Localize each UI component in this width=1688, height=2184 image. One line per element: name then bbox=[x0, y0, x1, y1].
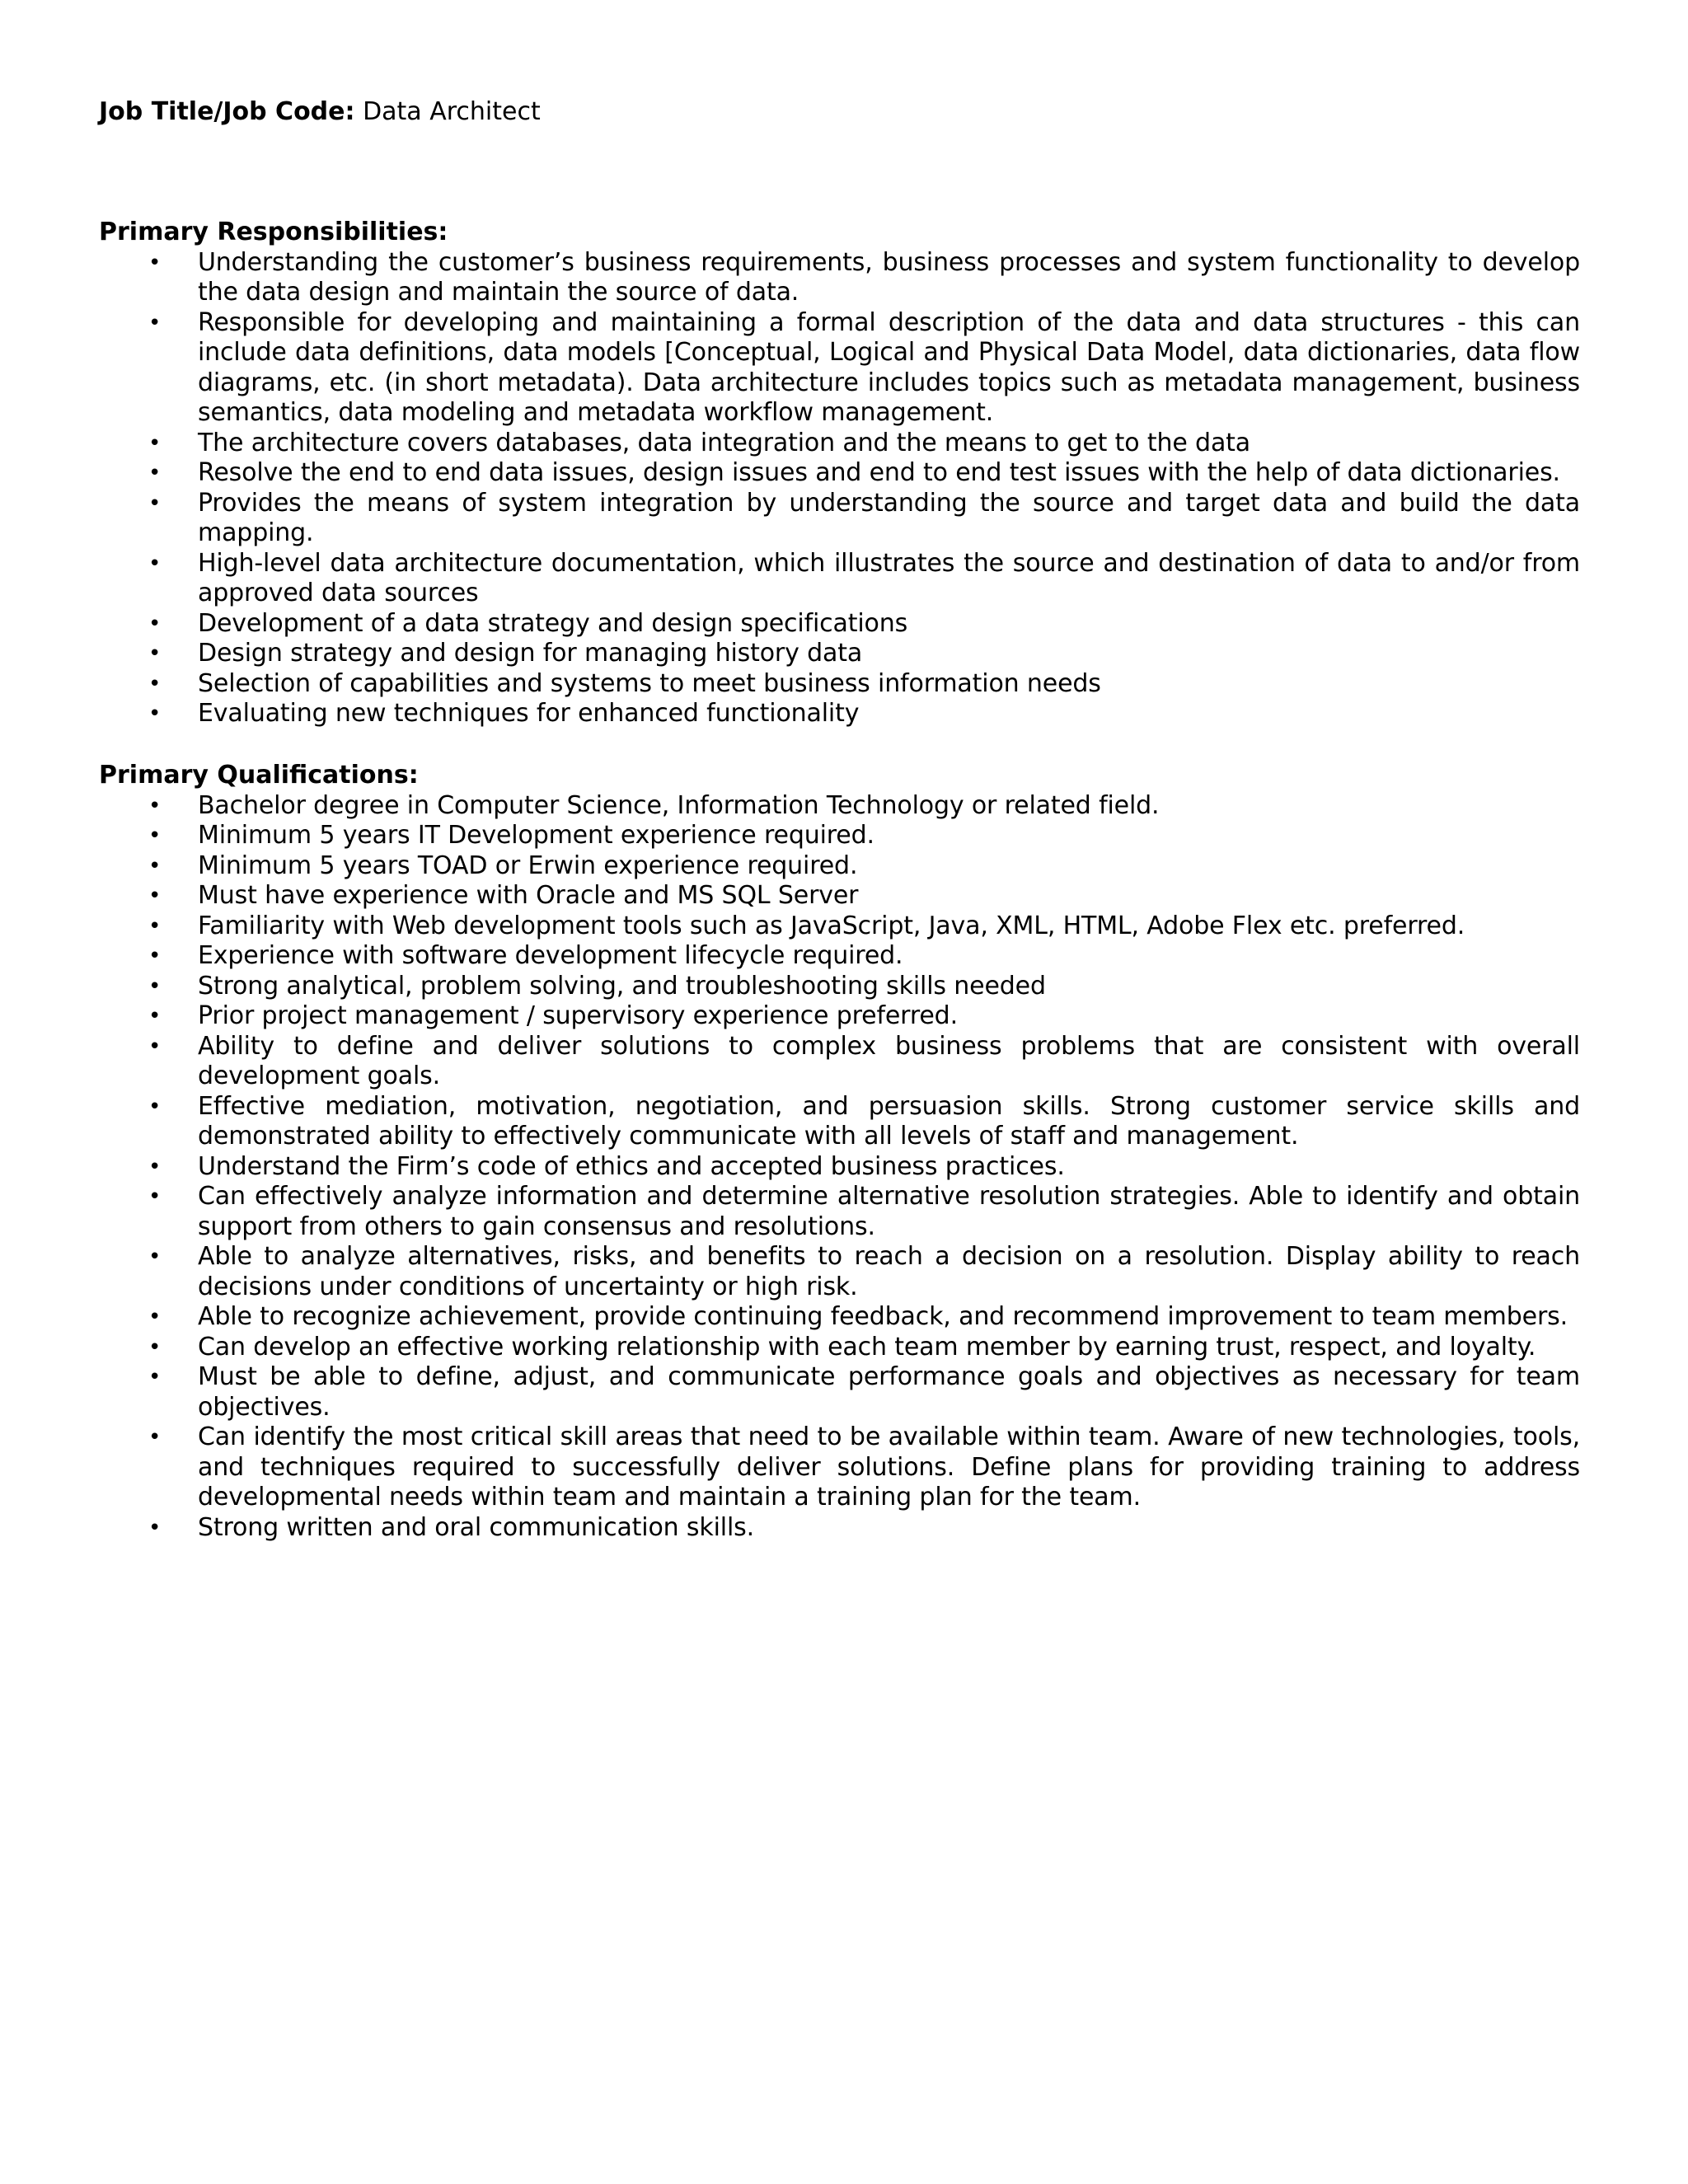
list-item bbox=[99, 1333, 1580, 1363]
bullet-icon: • bbox=[148, 1244, 162, 1269]
bullet-icon: • bbox=[148, 1094, 162, 1119]
list-item-text: High-level data architecture documentation, which illustrates the source and destination of data to and/or from approved data sources bbox=[198, 548, 1580, 607]
bullet-icon: • bbox=[148, 883, 162, 908]
bullet-icon: • bbox=[148, 611, 162, 636]
list-item-text: Evaluating new techniques for enhanced functionality bbox=[198, 699, 860, 728]
job-title-value: Data Architect bbox=[363, 97, 541, 126]
list-item bbox=[99, 1032, 1580, 1092]
list-item-text: Must have experience with Oracle and MS SQL Server bbox=[198, 881, 859, 910]
list-item bbox=[99, 699, 1580, 729]
list-item bbox=[99, 1152, 1580, 1183]
list-item bbox=[99, 1242, 1580, 1302]
bullet-icon: • bbox=[148, 1305, 162, 1329]
list-item bbox=[99, 639, 1580, 669]
list-item bbox=[99, 791, 1580, 822]
bullet-icon: • bbox=[148, 1033, 162, 1059]
qualifications-heading: Primary Qualifications: bbox=[99, 761, 419, 790]
bullet-icon: • bbox=[148, 250, 162, 275]
list-item bbox=[99, 549, 1580, 609]
job-title-line bbox=[99, 97, 541, 128]
list-item bbox=[99, 1422, 1580, 1513]
list-item-text: Able to analyze alternatives, risks, and benefits to reach a decision on a resolution. Display ability to reach decisions under conditions of uncertainty or high risk. bbox=[198, 1242, 1580, 1301]
list-item-text: Able to recognize achievement, provide continuing feedback, and recommend improvement to team members. bbox=[198, 1302, 1568, 1331]
bullet-icon: • bbox=[148, 913, 162, 939]
list-item bbox=[99, 941, 1580, 972]
bullet-icon: • bbox=[148, 853, 162, 879]
bullet-icon: • bbox=[148, 793, 162, 818]
bullet-icon: • bbox=[148, 1154, 162, 1179]
list-item-text: Minimum 5 years IT Development experience required. bbox=[198, 821, 874, 850]
list-item-text: Minimum 5 years TOAD or Erwin experience required. bbox=[198, 851, 858, 880]
list-item-text: Can effectively analyze information and determine alternative resolution strategies. Able to identify and obtain support from others to gain consensus and resolutions. bbox=[198, 1182, 1580, 1241]
list-item-text: Understanding the customer’s business requirements, business processes and system functionality to develop the data design and maintain the source of data. bbox=[198, 247, 1580, 307]
list-item-text: Provides the means of system integration by understanding the source and target data and build the data mapping. bbox=[198, 488, 1580, 547]
list-item bbox=[99, 912, 1580, 942]
qualifications-section bbox=[99, 761, 1580, 1543]
job-title-label: Job Title/Job Code: bbox=[99, 97, 355, 126]
bullet-icon: • bbox=[148, 490, 162, 516]
list-item bbox=[99, 1513, 1580, 1544]
bullet-icon: • bbox=[148, 1004, 162, 1029]
list-item-text: Resolve the end to end data issues, design issues and end to end test issues with the help of data dictionaries. bbox=[198, 458, 1560, 487]
responsibilities-section bbox=[99, 218, 1580, 729]
bullet-icon: • bbox=[148, 944, 162, 968]
list-item bbox=[99, 1182, 1580, 1242]
list-item bbox=[99, 1362, 1580, 1422]
bullet-icon: • bbox=[148, 671, 162, 696]
list-item-text: Responsible for developing and maintaining a formal description of the data and data structures - this can include data definitions, data models [Conceptual, Logical and Physical Data Model, data dictionaries, data flow diagrams, etc. (in short metadata). Data architecture includes topics such as metadata management, business semantics, data modeling and metadata workflow management. bbox=[198, 307, 1580, 427]
list-item-text: Prior project management / supervisory experience preferred. bbox=[198, 1001, 958, 1030]
list-item-text: Bachelor degree in Computer Science, Information Technology or related field. bbox=[198, 790, 1160, 820]
bullet-icon: • bbox=[148, 641, 162, 666]
bullet-icon: • bbox=[148, 551, 162, 576]
list-item bbox=[99, 1001, 1580, 1032]
list-item bbox=[99, 851, 1580, 882]
bullet-icon: • bbox=[148, 1184, 162, 1209]
list-item bbox=[99, 458, 1580, 489]
list-item bbox=[99, 489, 1580, 549]
bullet-icon: • bbox=[148, 310, 162, 335]
list-item-text: Strong analytical, problem solving, and troubleshooting skills needed bbox=[198, 971, 1046, 1001]
list-item-text: Can develop an effective working relationship with each team member by earning trust, respect, and loyalty. bbox=[198, 1332, 1536, 1361]
bullet-icon: • bbox=[148, 430, 162, 456]
bullet-icon: • bbox=[148, 823, 162, 848]
bullet-icon: • bbox=[148, 1334, 162, 1360]
bullet-icon: • bbox=[148, 1425, 162, 1450]
responsibilities-list bbox=[99, 248, 1580, 729]
bullet-icon: • bbox=[148, 1515, 162, 1540]
list-item bbox=[99, 972, 1580, 1002]
list-item-text: Experience with software development lifecycle required. bbox=[198, 941, 903, 970]
list-item-text: The architecture covers databases, data integration and the means to get to the data bbox=[198, 428, 1251, 457]
bullet-icon: • bbox=[148, 701, 162, 726]
list-item bbox=[99, 669, 1580, 700]
bullet-icon: • bbox=[148, 973, 162, 999]
list-item-text: Understand the Firm’s code of ethics and accepted business practices. bbox=[198, 1151, 1065, 1181]
list-item-text: Strong written and oral communication skills. bbox=[198, 1512, 755, 1542]
list-item bbox=[99, 429, 1580, 459]
list-item-text: Familiarity with Web development tools such as JavaScript, Java, XML, HTML, Adobe Flex etc. preferred. bbox=[198, 911, 1465, 940]
list-item-text: Development of a data strategy and design specifications bbox=[198, 608, 908, 638]
bullet-icon: • bbox=[148, 461, 162, 485]
list-item bbox=[99, 1302, 1580, 1333]
list-item-text: Design strategy and design for managing history data bbox=[198, 639, 863, 668]
list-item bbox=[99, 308, 1580, 429]
list-item bbox=[99, 248, 1580, 308]
list-item-text: Must be able to define, adjust, and communicate performance goals and objectives as necessary for team objectives. bbox=[198, 1362, 1580, 1422]
list-item-text: Ability to define and deliver solutions to complex business problems that are consistent with overall development goals. bbox=[198, 1031, 1580, 1090]
responsibilities-heading: Primary Responsibilities: bbox=[99, 218, 448, 246]
list-item bbox=[99, 881, 1580, 912]
qualifications-list bbox=[99, 791, 1580, 1544]
list-item bbox=[99, 821, 1580, 851]
list-item-text: Effective mediation, motivation, negotiation, and persuasion skills. Strong customer service skills and demonstrated ability to effectively communicate with all levels of staff and management. bbox=[198, 1091, 1580, 1151]
list-item bbox=[99, 1092, 1580, 1152]
bullet-icon: • bbox=[148, 1365, 162, 1390]
list-item-text: Can identify the most critical skill areas that need to be available within team. Aware of new technologies, tools, and techniques required to successfully deliver solutions. Define plans for providing training to address developmental needs within team and maintain a training plan for the team. bbox=[198, 1422, 1580, 1511]
list-item-text: Selection of capabilities and systems to meet business information needs bbox=[198, 668, 1101, 698]
list-item bbox=[99, 609, 1580, 640]
